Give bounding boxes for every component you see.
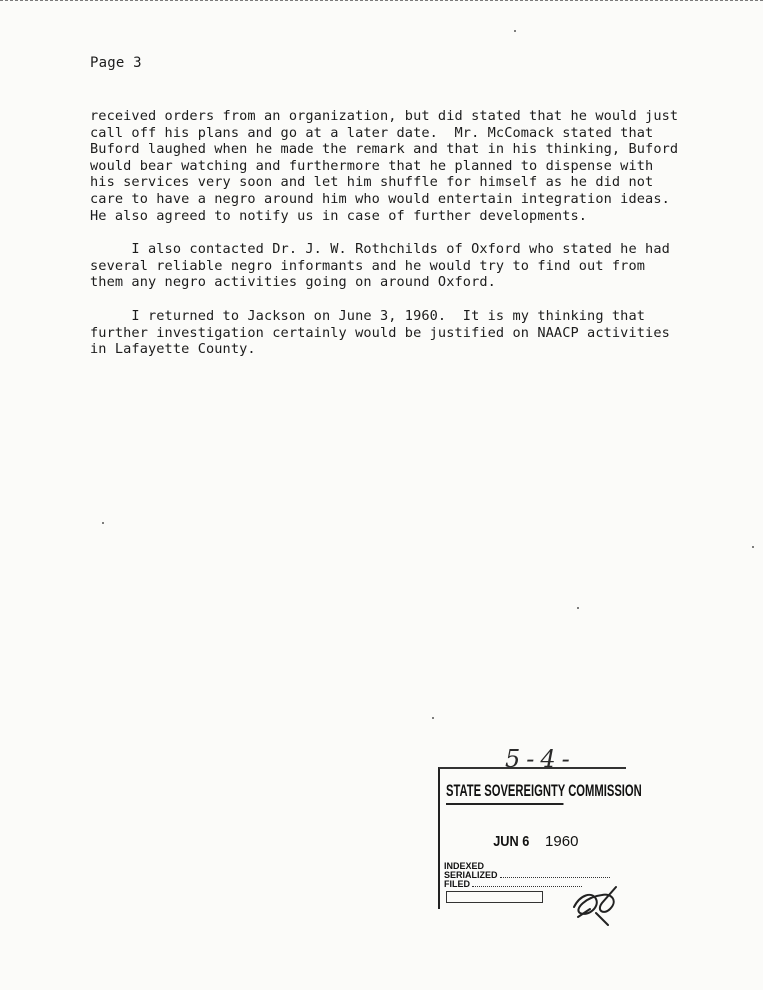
stamp-field-label: FILED <box>444 879 470 889</box>
stamp-field-label: INDEXED <box>444 861 485 871</box>
text-line: care to have a negro around him who would entertain integration ideas. <box>90 190 670 207</box>
paragraph-3 <box>90 308 670 358</box>
stamp-field-filed <box>444 879 582 889</box>
scan-speck <box>514 30 516 32</box>
stamp-date <box>490 833 578 850</box>
text-line: received orders from an organization, but did stated that he would just <box>90 108 679 124</box>
text-line: would bear watching and furthermore that he planned to dispense with <box>90 157 654 174</box>
page-number-header: Page 3 <box>90 55 142 71</box>
text-line: in Lafayette County. <box>90 341 256 358</box>
stamp-date-year: 1960 <box>545 833 579 850</box>
stamp-blank-box <box>446 891 543 903</box>
text-line: them any negro activities going on around Oxford. <box>90 274 496 291</box>
filing-stamp-area <box>430 745 640 920</box>
commission-stamp <box>438 767 642 909</box>
stamp-title: STATE SOVEREIGNTY COMMISSION <box>446 781 563 805</box>
page-top-edge <box>0 0 763 4</box>
stamp-date-month-day: JUN 6 <box>493 833 530 850</box>
scan-speck <box>102 522 104 524</box>
stamp-field-label: SERIALIZED <box>444 870 498 880</box>
paragraph-2 <box>90 241 670 291</box>
scan-speck <box>577 607 579 609</box>
text-line: I returned to Jackson on June 3, 1960. It is my thinking that <box>90 308 646 324</box>
paragraph-1 <box>90 108 678 224</box>
scan-speck <box>432 717 434 719</box>
text-line: call off his plans and go at a later date. Mr. McComack stated that <box>90 124 654 141</box>
text-line: further investigation certainly would be justified on NAACP activities <box>90 324 670 341</box>
handwritten-file-number: 5-4- <box>505 745 576 773</box>
text-line: his services very soon and let him shuffle for himself as he did not <box>90 174 654 191</box>
text-line: several reliable negro informants and he would try to find out from <box>90 257 646 274</box>
handwritten-initials <box>566 877 626 927</box>
text-line: Buford laughed when he made the remark and that in his thinking, Buford <box>90 141 679 158</box>
scan-speck <box>752 546 754 548</box>
text-line: I also contacted Dr. J. W. Rothchilds of Oxford who stated he had <box>90 241 670 257</box>
text-line: He also agreed to notify us in case of further developments. <box>90 207 588 224</box>
